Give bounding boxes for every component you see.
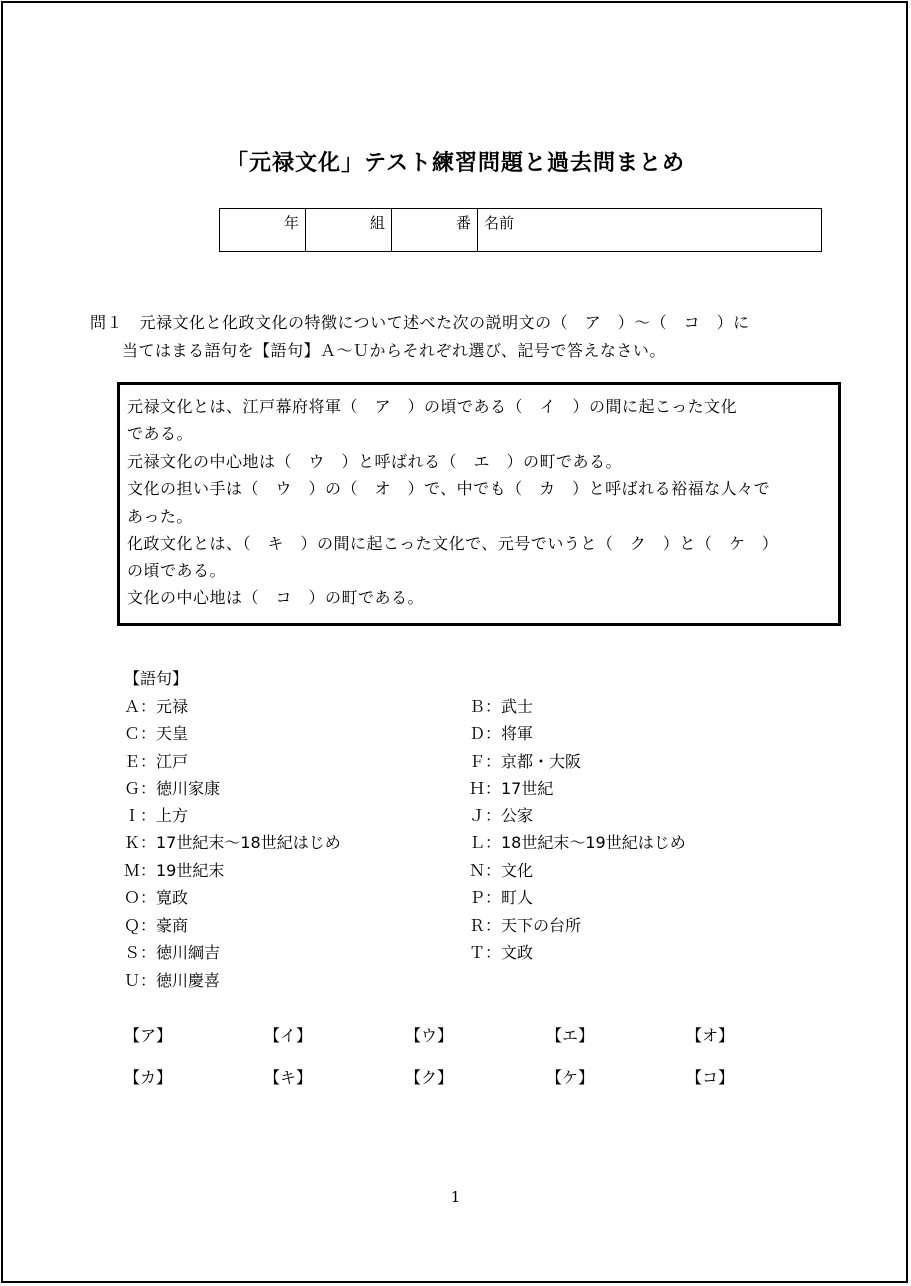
box-line: あった。 — [127, 507, 193, 526]
answer-slot-ko[interactable]: 【コ】 — [686, 1068, 735, 1087]
page-number: 1 — [450, 1188, 461, 1206]
explanation-box — [117, 382, 841, 626]
term-c: Ｃ：天皇 — [124, 724, 189, 743]
answer-slot-u[interactable]: 【ウ】 — [405, 1026, 454, 1045]
term-u: Ｕ：徳川慶喜 — [124, 971, 221, 990]
question-line-1: 問１ 元禄文化と化政文化の特徴について述べた次の説明文の（ ア ）～（ コ ）に — [90, 313, 750, 332]
term-m: Ｍ：19世紀末 — [124, 861, 225, 880]
box-line: 文化の中心地は（ コ ）の町である。 — [127, 588, 425, 607]
answer-slot-o[interactable]: 【オ】 — [686, 1026, 735, 1045]
student-info-table — [219, 208, 822, 252]
name-cell[interactable]: 名前 — [478, 209, 822, 252]
page-frame — [1, 1, 908, 1283]
term-t: Ｔ：文政 — [469, 943, 534, 962]
answer-slot-ka[interactable]: 【カ】 — [124, 1068, 173, 1087]
class-cell[interactable]: 組 — [306, 209, 392, 252]
answer-slot-i[interactable]: 【イ】 — [264, 1026, 313, 1045]
term-b: Ｂ：武士 — [469, 697, 534, 716]
box-line: の頃である。 — [127, 561, 227, 580]
terms-heading: 【語句】 — [124, 669, 189, 688]
box-line: 化政文化とは、（ キ ）の間に起こった文化で、元号でいうと（ ク ）と（ ケ ） — [127, 534, 779, 553]
term-o: Ｏ：寛政 — [124, 888, 189, 907]
page-title: 「元禄文化」テスト練習問題と過去問まとめ — [225, 151, 686, 176]
term-a: Ａ：元禄 — [124, 697, 189, 716]
term-i: Ｉ：上方 — [124, 806, 189, 825]
term-f: Ｆ：京都・大阪 — [469, 752, 582, 771]
term-e: Ｅ：江戸 — [124, 752, 189, 771]
answer-slot-e[interactable]: 【エ】 — [546, 1026, 595, 1045]
term-s: Ｓ：徳川綱吉 — [124, 943, 221, 962]
box-line: である。 — [127, 424, 194, 443]
term-j: Ｊ：公家 — [469, 806, 534, 825]
term-g: Ｇ：徳川家康 — [124, 779, 221, 798]
answer-slot-ku[interactable]: 【ク】 — [405, 1068, 454, 1087]
term-l: Ｌ：18世紀末～19世紀はじめ — [469, 833, 686, 852]
box-line: 元禄文化とは、江戸幕府将軍（ ア ）の頃である（ イ ）の間に起こった文化 — [127, 397, 738, 416]
answer-slot-ki[interactable]: 【キ】 — [264, 1068, 313, 1087]
number-cell[interactable]: 番 — [392, 209, 478, 252]
term-n: Ｎ：文化 — [469, 861, 534, 880]
question-line-2: 当てはまる語句を【語句】Ａ～Ｕからそれぞれ選び、記号で答えなさい。 — [122, 341, 666, 360]
answer-slot-a[interactable]: 【ア】 — [124, 1026, 173, 1045]
term-q: Ｑ：豪商 — [124, 916, 189, 935]
term-r: Ｒ：天下の台所 — [469, 916, 582, 935]
box-line: 文化の担い手は（ ウ ）の（ オ ）で、中でも（ カ ）と呼ばれる裕福な人々で — [127, 479, 771, 498]
term-p: Ｐ：町人 — [469, 888, 534, 907]
term-d: Ｄ：将軍 — [469, 724, 534, 743]
term-h: Ｈ：17世紀 — [469, 779, 554, 798]
box-line: 元禄文化の中心地は（ ウ ）と呼ばれる（ エ ）の町である。 — [127, 452, 623, 471]
term-k: Ｋ：17世紀末～18世紀はじめ — [124, 833, 341, 852]
year-cell[interactable]: 年 — [220, 209, 306, 252]
answer-slot-ke[interactable]: 【ケ】 — [546, 1068, 595, 1087]
